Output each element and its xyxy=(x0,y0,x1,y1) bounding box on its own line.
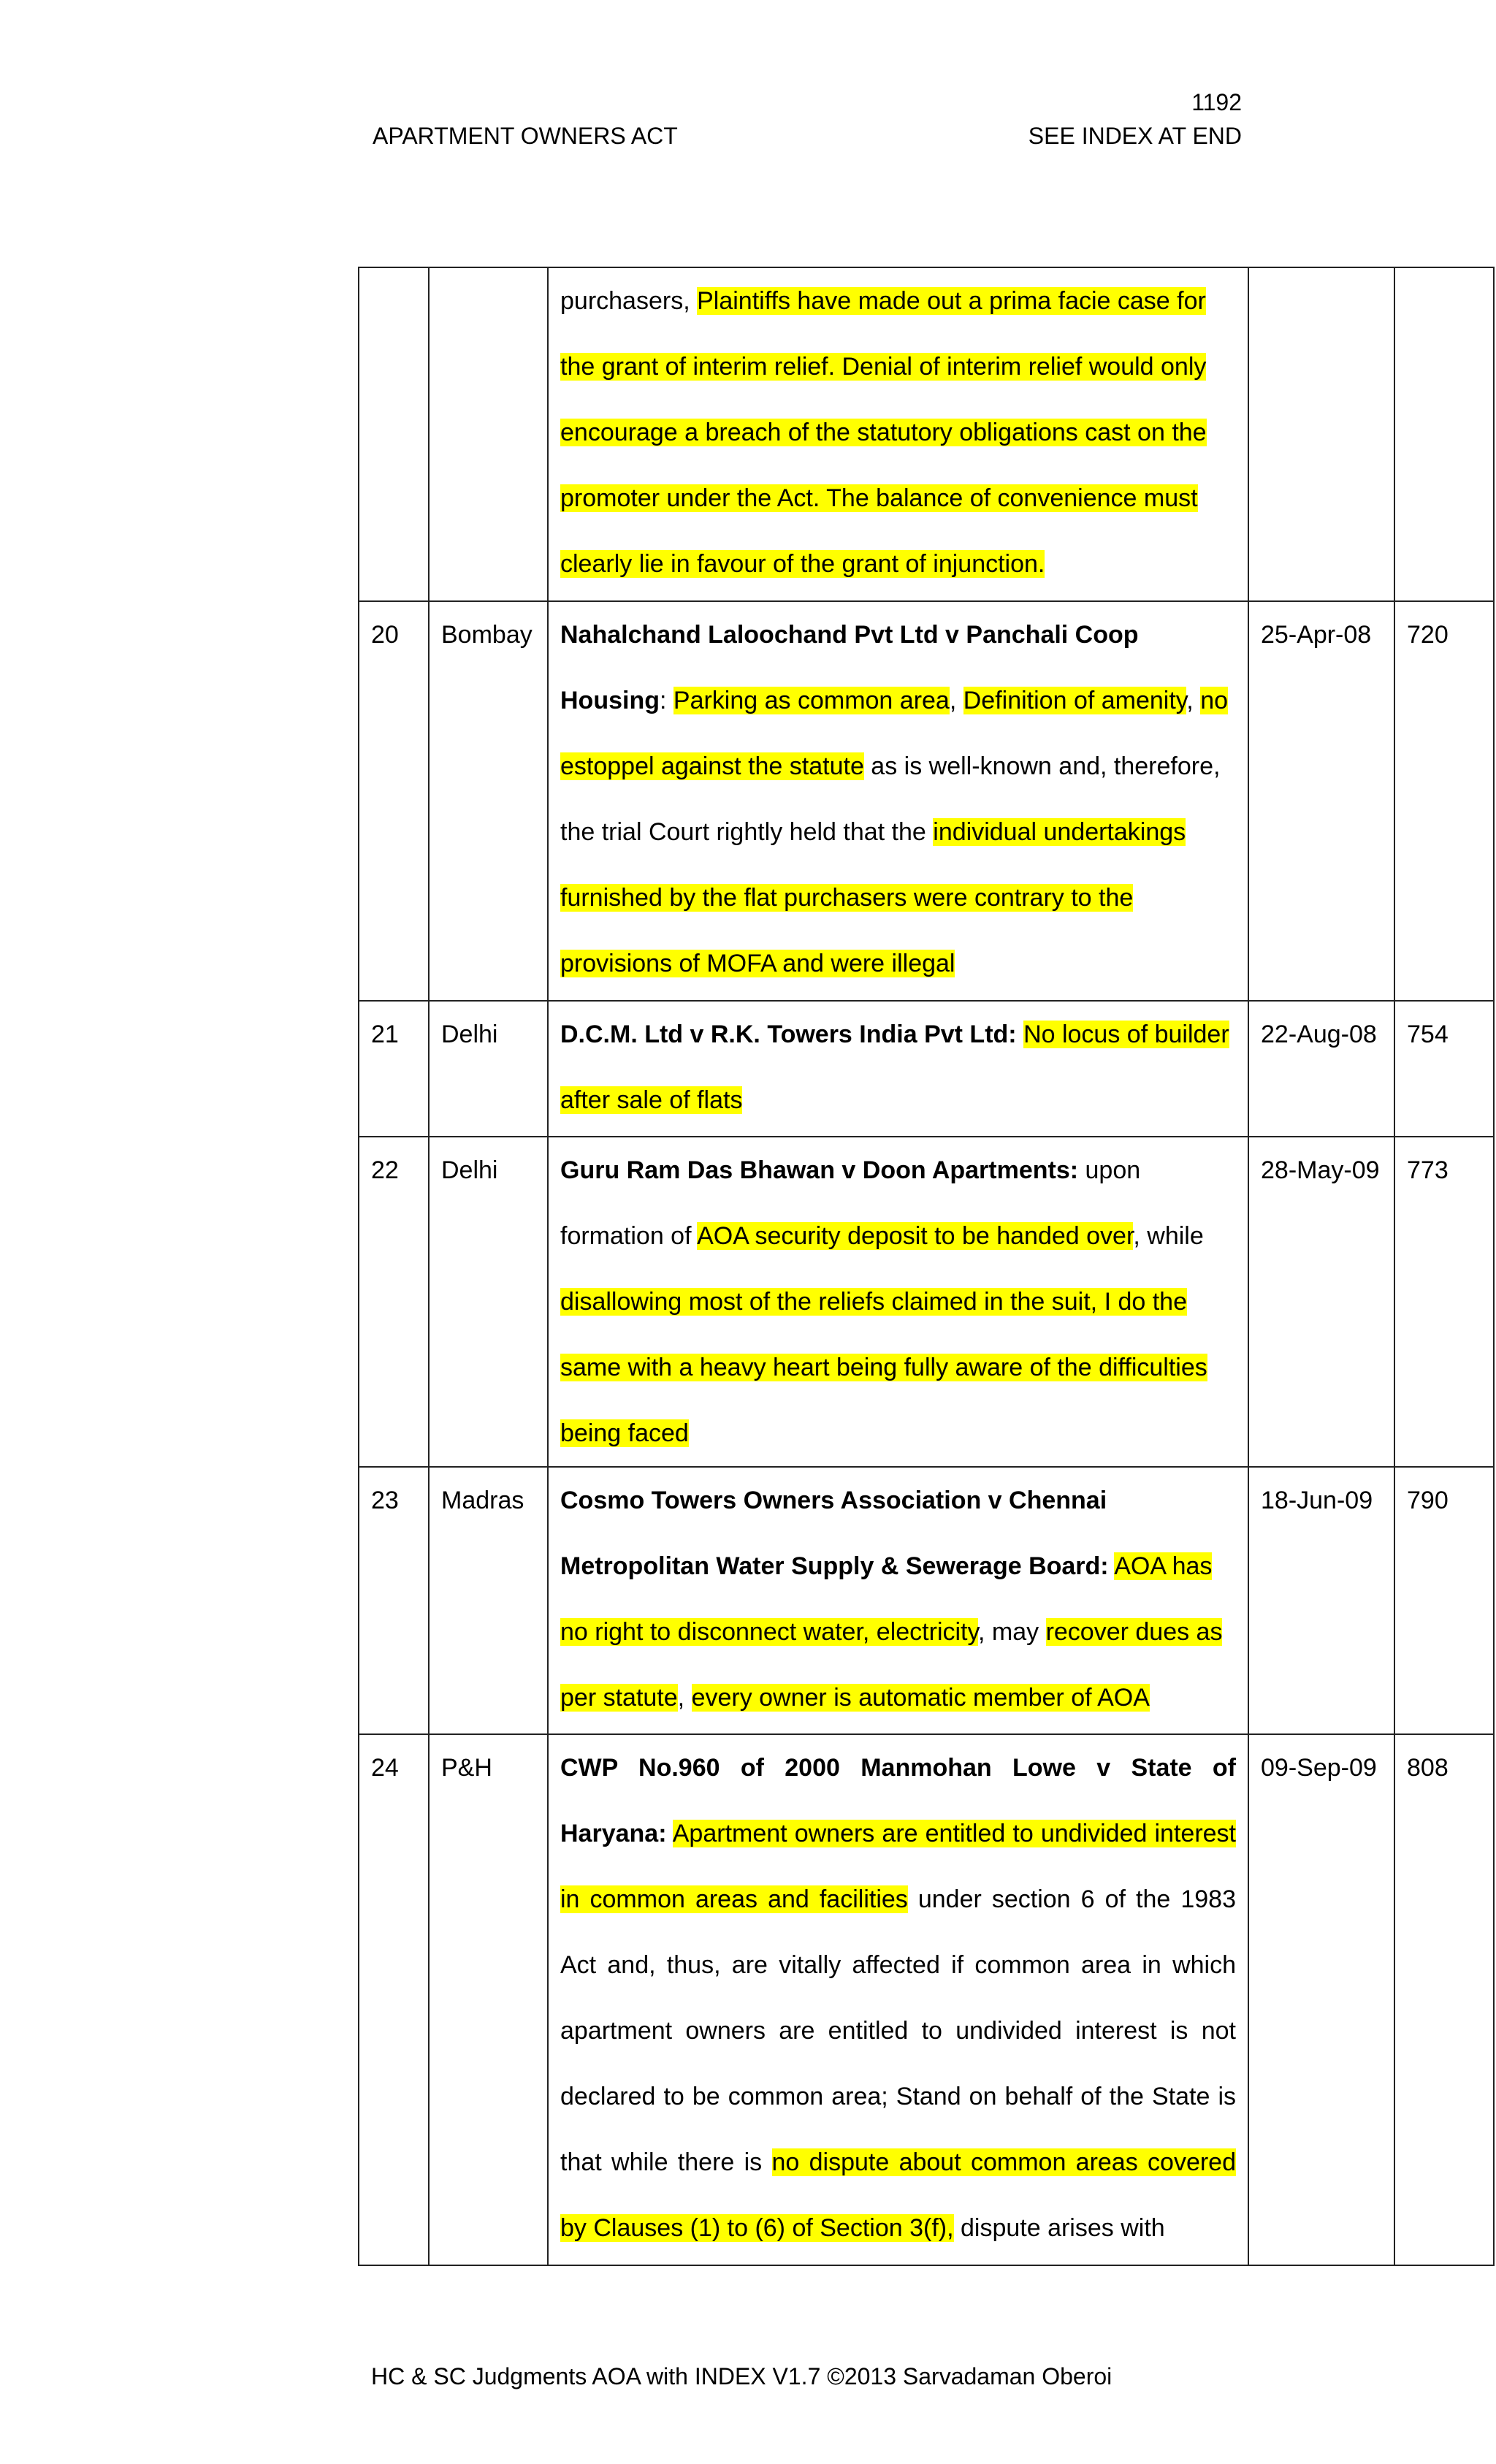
highlighted-text: No locus of builder after sale of flats xyxy=(560,1021,1229,1114)
highlighted-text: individual undertakings furnished by the flat purchasers were contrary to the provisions of MOFA and were illegal xyxy=(560,818,1186,977)
body-text: as is well-known and, therefore, the trial Court rightly held that the xyxy=(560,752,1221,846)
case-title: D.C.M. Ltd v R.K. Towers India Pvt Ltd: xyxy=(560,1021,1017,1048)
date-cell: 28-May-09 xyxy=(1248,1137,1394,1467)
court-cell: Bombay xyxy=(429,601,548,1001)
page-cell: 790 xyxy=(1394,1467,1494,1734)
highlighted-text: no dispute about common areas covered by Clauses (1) to (6) of Section 3(f), xyxy=(560,2148,1236,2242)
table-row xyxy=(359,601,1494,1001)
highlighted-text: Plaintiffs have made out a prima facie case for the grant of interim relief. Denial of interim relief would only encourage a breach of the statutory obligations cast on the promoter under the Act. The balance of convenience must clearly lie in favour of the grant of injunction. xyxy=(560,287,1207,578)
running-header-title: APARTMENT OWNERS ACT xyxy=(373,123,678,149)
highlighted-text: Apartment owners are entitled to undivided interest in common areas and facilities xyxy=(560,1820,1236,1913)
page-footer: HC & SC Judgments AOA with INDEX V1.7 ©2013 Sarvadaman Oberoi xyxy=(371,2363,1113,2389)
page-cell: 720 xyxy=(1394,601,1494,1001)
court-cell: P&H xyxy=(429,1734,548,2265)
body-text: , xyxy=(677,1684,692,1712)
highlighted-text: Parking as common area xyxy=(673,687,950,714)
body-text xyxy=(667,1820,673,1847)
body-text: , may xyxy=(977,1618,1046,1646)
page-cell: 808 xyxy=(1394,1734,1494,2265)
summary-cell xyxy=(548,1734,1248,2265)
serial-cell xyxy=(359,267,429,601)
highlighted-text: every owner is automatic member of AOA xyxy=(691,1684,1150,1712)
body-text: : xyxy=(659,687,673,714)
summary-cell xyxy=(548,1001,1248,1137)
body-text: , xyxy=(1186,687,1201,714)
court-cell: Delhi xyxy=(429,1137,548,1467)
serial-cell: 23 xyxy=(359,1467,429,1734)
date-cell: 18-Jun-09 xyxy=(1248,1467,1394,1734)
case-title: CWP No.960 of 2000 Manmohan Lowe v State of Haryana: xyxy=(560,1754,1236,1847)
page-number: 1192 xyxy=(1191,89,1242,115)
table-row xyxy=(359,1001,1494,1137)
court-cell: Madras xyxy=(429,1467,548,1734)
highlighted-text: AOA security deposit to be handed over xyxy=(697,1222,1134,1250)
court-cell: Delhi xyxy=(429,1001,548,1137)
table-row xyxy=(359,1467,1494,1734)
date-cell: 25-Apr-08 xyxy=(1248,601,1394,1001)
highlighted-text: recover dues as per statute xyxy=(560,1618,1223,1712)
case-title: Cosmo Towers Owners Association v Chennai Metropolitan Water Supply & Sewerage Board: xyxy=(560,1487,1109,1580)
highlighted-text: disallowing most of the reliefs claimed in the suit, I do the same with a heavy heart being fully aware of the difficulties being faced xyxy=(560,1288,1207,1447)
body-text: purchasers, xyxy=(560,287,698,315)
body-text: dispute arises with xyxy=(953,2214,1165,2242)
highlighted-text: no estoppel against the statute xyxy=(560,687,1229,780)
serial-cell: 24 xyxy=(359,1734,429,2265)
summary-cell xyxy=(548,601,1248,1001)
highlighted-text: Definition of amenity xyxy=(963,687,1187,714)
page-cell: 773 xyxy=(1394,1137,1494,1467)
body-text: under section 6 of the 1983 Act and, thus, are vitally affected if common area in which apartment owners are entitled to undivided interest is not declared to be common area; Stand on behalf of the State is that while there is xyxy=(560,1885,1236,2176)
table-row xyxy=(359,1137,1494,1467)
page-cell: 754 xyxy=(1394,1001,1494,1137)
case-title: Guru Ram Das Bhawan v Doon Apartments: xyxy=(560,1156,1079,1184)
date-cell: 22-Aug-08 xyxy=(1248,1001,1394,1137)
summary-cell xyxy=(548,267,1248,601)
serial-cell: 21 xyxy=(359,1001,429,1137)
summary-cell xyxy=(548,1467,1248,1734)
highlighted-text: AOA has no right to disconnect water, electricity xyxy=(560,1552,1213,1646)
court-cell xyxy=(429,267,548,601)
serial-cell: 22 xyxy=(359,1137,429,1467)
body-text: , xyxy=(949,687,963,714)
judgments-table xyxy=(358,267,1495,2266)
table-row xyxy=(359,267,1494,601)
date-cell: 09-Sep-09 xyxy=(1248,1734,1394,2265)
serial-cell: 20 xyxy=(359,601,429,1001)
running-header-index-note: SEE INDEX AT END xyxy=(1028,123,1242,149)
body-text: upon formation of xyxy=(560,1156,1141,1250)
date-cell xyxy=(1248,267,1394,601)
case-title: Nahalchand Laloochand Pvt Ltd v Panchali Coop Housing xyxy=(560,621,1139,714)
body-text xyxy=(1017,1021,1023,1048)
body-text: , while xyxy=(1133,1222,1204,1250)
table-row xyxy=(359,1734,1494,2265)
page-cell xyxy=(1394,267,1494,601)
summary-cell xyxy=(548,1137,1248,1467)
